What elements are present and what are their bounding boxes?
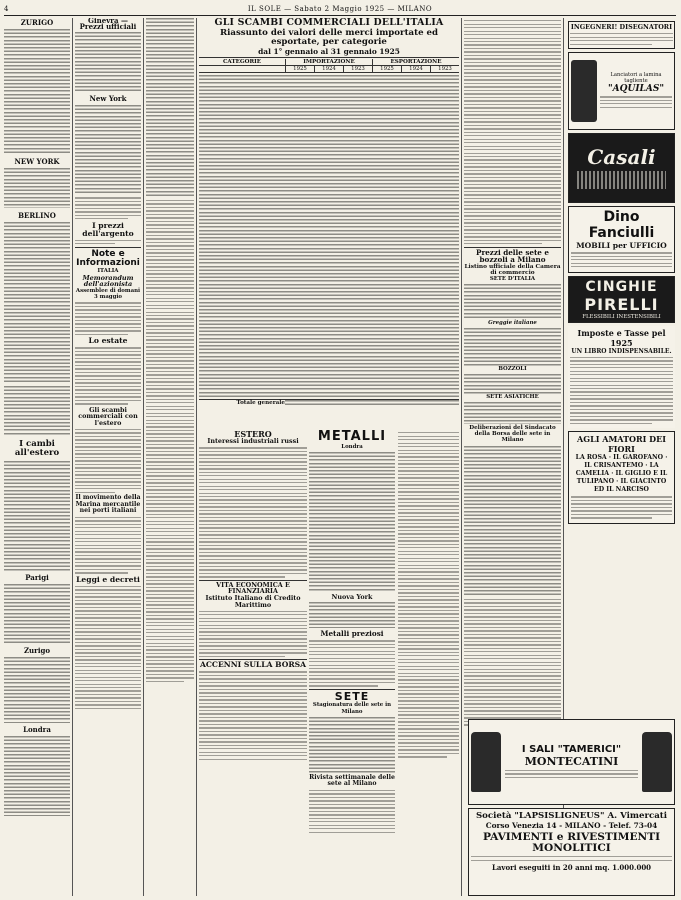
scambi-title: Gli scambi commerciali con l'estero (78, 405, 138, 428)
dino-sub: MOBILI per UFFICIO (576, 241, 667, 251)
leggi-title: Leggi e decreti (76, 574, 140, 584)
aquilas-brand: "AQUILAS" (607, 84, 665, 95)
aquilas-text: Lanciatori a lamina tagliente (610, 72, 662, 85)
fiori-title: AGLI AMATORI DEI FIORI (577, 434, 666, 455)
left-market-column (4, 18, 70, 896)
third-column (146, 18, 194, 896)
accenni-title: ACCENNI SULLA BORSA (199, 660, 307, 670)
dino-name: Dino Fanciulli (588, 209, 655, 242)
sete-asiatiche: SETE ASIATICHE (486, 394, 539, 401)
lapsisligneus-ad (468, 808, 675, 896)
ingegneri-title: INGEGNERI! DISEGNATORI (570, 23, 673, 31)
pirelli-ad (568, 276, 675, 323)
casali-ad (568, 133, 675, 203)
pavimenti-title: PAVIMENTI e RIVESTIMENTI MONOLITICI (482, 831, 661, 854)
ginevra-label: Ginevra — Prezzi ufficiali (79, 18, 137, 32)
pirelli-text: PIRELLI (584, 294, 659, 314)
fiori-text: LA ROSA · IL GAROFANO · IL CRISANTEMO · LA CAMELIA · IL GIGLIO E IL TULIPANO · IL GIACINTO ED IL NARCISO (575, 454, 668, 494)
note-title: Note e Informazioni (76, 248, 140, 269)
societa-addr: Corso Venezia 14 - MILANO - Telef. 73-04 (485, 821, 658, 830)
ny-label: New York (89, 94, 127, 104)
bottle-icon (471, 732, 501, 792)
running-title: IL SOLE — Sabato 2 Maggio 1925 — MILANO (247, 5, 433, 13)
fiori-ad (568, 431, 675, 523)
second-column (75, 18, 141, 896)
cinghie-text: CINGHIE (585, 278, 658, 295)
zurigo2-label: Zurigo (23, 645, 51, 655)
imposte-sub: UN LIBRO INDISPENSABILE. (571, 347, 672, 355)
estero-title: ESTERO (234, 430, 272, 439)
totale-label: Totale generale (236, 399, 285, 406)
deliberazioni: Deliberazioni del Sindacato della Borsa delle sete in Milano (469, 425, 556, 443)
imposte-title: Imposte e Tasse pel 1925 (577, 327, 666, 348)
metalli-title: METALLI (317, 430, 387, 444)
year-2: 1924 (314, 66, 343, 72)
note-subtitle: ITALIA (97, 268, 119, 275)
parigi-label: Parigi (25, 572, 49, 582)
aquilas-ad (568, 52, 675, 130)
zurigo-label: ZURIGO (20, 18, 54, 27)
metalli-column (309, 430, 395, 896)
istituto-title: Istituto Italiano di Credito Marittimo (205, 594, 301, 609)
cambi-title: I cambi all'estero (14, 439, 60, 458)
sali-brand: I SALI "TAMERICI" (521, 743, 622, 755)
center-title: GLI SCAMBI COMMERCIALI DELL'ITALIA (214, 18, 444, 28)
societa-foot: Lavori eseguiti in 20 anni mq. 1.000.000 (491, 863, 652, 873)
year-6: 1923 (430, 66, 459, 72)
bottle-icon-2 (642, 732, 672, 792)
sali-tamerici-ad (468, 719, 675, 805)
societa-title: Società "LAPSISLIGNEUS" A. Vimercati (475, 811, 668, 821)
imposte-ad (568, 326, 675, 429)
estero-sub: Interessi industriali russi (207, 437, 299, 446)
greggie: Greggie italiane (488, 319, 537, 326)
rivista-title: Rivista settimanale delle sete al Milano (309, 773, 395, 788)
casali-brand: Casali (587, 145, 656, 170)
berlino-label: BERLINO (18, 211, 56, 220)
running-header (4, 3, 676, 16)
categorie-label: CATEGORIE (222, 58, 262, 65)
metalli-preziosi: Metalli preziosi (320, 629, 384, 639)
estate-title: Lo estate (88, 336, 128, 346)
importazione-label: IMPORTAZIONE (285, 59, 372, 65)
memorandum-title: Memorandum dell'azionista (82, 273, 134, 289)
sete-title: SETE (334, 689, 370, 703)
sete-italia: SETE D'ITALIA (489, 275, 536, 282)
year-1: 1925 (285, 66, 314, 72)
metalli-sub: Londra (341, 443, 363, 450)
center-table (199, 18, 459, 438)
page-number: 4 (4, 5, 9, 13)
aquilas-pen-image (571, 60, 597, 122)
sali-place: MONTECATINI (524, 754, 619, 768)
center-subtitle: Riassunto dei valori delle merci importate ed esportate, per categorie (219, 27, 439, 47)
lower-center-text (398, 430, 459, 896)
ingegneri-ad (568, 21, 675, 49)
bozzoli: BOZZOLI (498, 366, 527, 373)
center-period: dal 1° gennaio al 31 gennaio 1925 (258, 46, 400, 56)
pirelli-sub: FLESSIBILI INESTENSIBILI (582, 313, 661, 320)
londra-label: Londra (23, 724, 51, 734)
nuova-york: Nuova York (331, 592, 373, 601)
new-york-label: NEW YORK (14, 157, 60, 166)
prezzi-argento-title: I prezzi dell'argento (82, 220, 134, 238)
estero-column (199, 430, 307, 896)
marina-title: Il movimento della Marina mercantile nei porti italiani (75, 494, 141, 515)
listino-title: Listino ufficiale della Camera di commercio (464, 263, 561, 276)
dino-ad (568, 206, 675, 273)
memorandum-sub: Assemblee di domani 3 maggio (75, 288, 141, 301)
vita-title: VITA ECONOMICA E FINANZIARIA (216, 580, 290, 596)
year-5: 1924 (401, 66, 430, 72)
sete-sub: Stagionatura delle sete in Milano (312, 702, 392, 715)
year-4: 1925 (372, 66, 401, 72)
year-3: 1923 (343, 66, 372, 72)
esportazione-label: ESPORTAZIONE (372, 59, 459, 65)
prezzi-sete-title: Prezzi delle sete e bozzoli a Milano (476, 247, 549, 265)
